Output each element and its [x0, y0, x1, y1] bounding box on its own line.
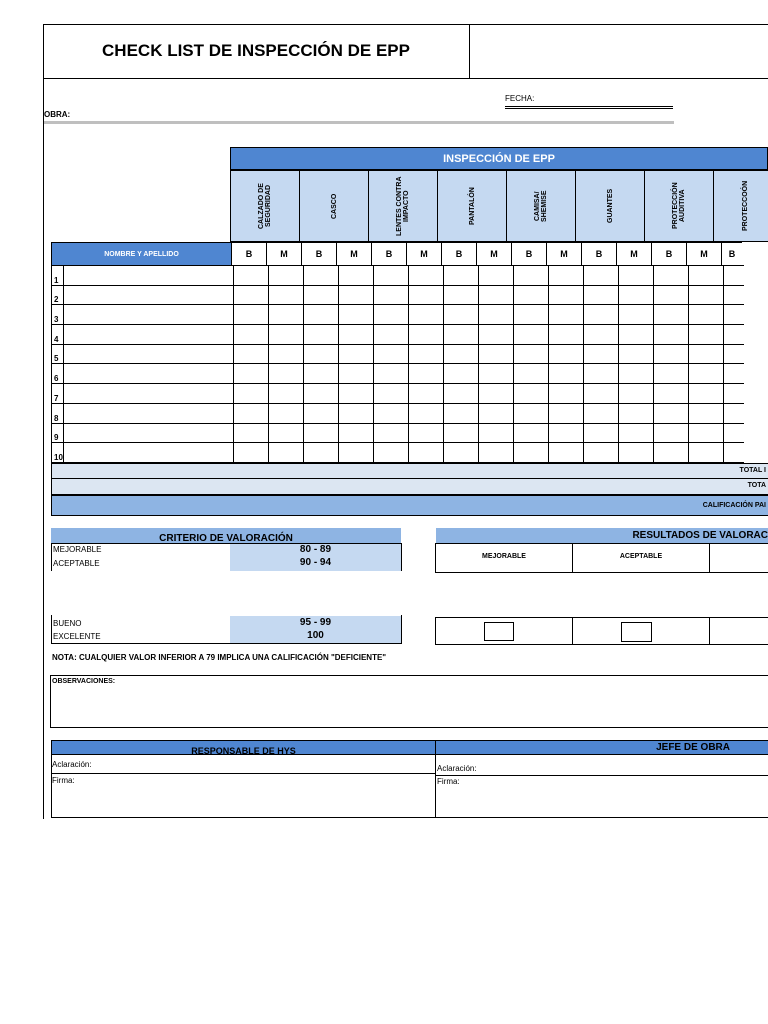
page-title: CHECK LIST DE INSPECCIÓN DE EPP	[102, 41, 410, 60]
check-cell[interactable]	[514, 364, 549, 384]
row-number-cell[interactable]	[52, 305, 234, 325]
row-number-cell[interactable]	[52, 423, 234, 443]
responsable-header: RESPONSABLE DE HYS	[51, 740, 436, 755]
table-row	[52, 364, 745, 384]
check-cell[interactable]	[374, 305, 409, 325]
check-cell[interactable]	[269, 325, 304, 345]
check-cell[interactable]	[584, 403, 619, 423]
check-cell[interactable]	[724, 364, 745, 384]
check-cell[interactable]	[654, 344, 689, 364]
check-cell[interactable]	[514, 305, 549, 325]
table-row	[52, 443, 745, 463]
check-cell[interactable]	[654, 305, 689, 325]
check-cell[interactable]	[269, 443, 304, 463]
bm-cell: M	[547, 243, 582, 266]
resultados-mejorable: MEJORABLE	[482, 553, 526, 560]
check-cell[interactable]	[339, 423, 374, 443]
responsable-aclaracion-field[interactable]	[51, 773, 436, 774]
check-cell[interactable]	[724, 266, 745, 286]
check-cell[interactable]	[234, 325, 269, 345]
title-right-box	[470, 24, 768, 79]
bm-cell: M	[477, 243, 512, 266]
row-number-cell[interactable]	[52, 325, 234, 345]
bm-cell: M	[267, 243, 302, 266]
bm-cell: B	[302, 243, 337, 266]
bm-cell: B	[582, 243, 617, 266]
check-cell[interactable]	[689, 325, 724, 345]
check-cell[interactable]	[339, 403, 374, 423]
check-cell[interactable]	[689, 266, 724, 286]
row-number-cell[interactable]	[52, 285, 234, 305]
check-cell[interactable]	[234, 266, 269, 286]
check-cell[interactable]	[514, 344, 549, 364]
check-cell[interactable]	[584, 344, 619, 364]
table-row	[52, 266, 745, 286]
check-cell[interactable]	[374, 423, 409, 443]
check-cell[interactable]	[304, 384, 339, 404]
table-row	[52, 384, 745, 404]
check-cell[interactable]	[234, 285, 269, 305]
check-cell[interactable]	[689, 403, 724, 423]
check-cell[interactable]	[374, 384, 409, 404]
check-cell[interactable]	[619, 443, 654, 463]
criterio-header: CRITERIO DE VALORACIÓN	[51, 528, 401, 543]
epp-col-calzado: CALZADO DE SEGURIDAD	[231, 171, 300, 242]
check-cell[interactable]	[269, 423, 304, 443]
row-number: 9	[54, 433, 59, 443]
check-cell[interactable]	[584, 364, 619, 384]
check-cell[interactable]	[689, 423, 724, 443]
check-cell[interactable]	[339, 285, 374, 305]
check-cell[interactable]	[304, 305, 339, 325]
check-cell[interactable]	[549, 305, 584, 325]
fecha-field[interactable]	[505, 106, 673, 109]
check-cell[interactable]	[584, 384, 619, 404]
bm-cell: B	[442, 243, 477, 266]
row-number-cell[interactable]	[52, 443, 234, 463]
bm-cell: M	[337, 243, 372, 266]
check-cell[interactable]	[654, 384, 689, 404]
bm-row	[51, 242, 742, 266]
check-cell[interactable]	[584, 266, 619, 286]
check-cell[interactable]	[724, 443, 745, 463]
check-cell[interactable]	[409, 384, 444, 404]
row-number: 1	[54, 275, 59, 285]
check-cell[interactable]	[339, 325, 374, 345]
check-cell[interactable]	[444, 364, 479, 384]
table-row	[52, 325, 745, 345]
check-cell[interactable]	[234, 384, 269, 404]
obra-label: OBRA:	[44, 110, 71, 119]
check-cell[interactable]	[304, 344, 339, 364]
check-cell[interactable]	[409, 443, 444, 463]
resultados-divider-2	[709, 543, 710, 573]
check-cell[interactable]	[549, 443, 584, 463]
check-cell[interactable]	[339, 344, 374, 364]
check-cell[interactable]	[409, 344, 444, 364]
epp-col-camisa: CAMISA/ SHEMISE	[507, 171, 576, 242]
check-cell[interactable]	[409, 266, 444, 286]
table-row	[52, 423, 745, 443]
check-cell[interactable]	[724, 325, 745, 345]
total-row-1: TOTAL I	[51, 463, 768, 479]
check-cell[interactable]	[584, 443, 619, 463]
check-cell[interactable]	[444, 423, 479, 443]
check-cell[interactable]	[654, 443, 689, 463]
table-row	[52, 344, 745, 364]
check-cell[interactable]	[374, 344, 409, 364]
epp-col-auditiva: PROTECCIÓN AUDITIVA	[645, 171, 714, 242]
check-cell[interactable]	[444, 384, 479, 404]
row-number-cell[interactable]	[52, 266, 234, 286]
check-cell[interactable]	[619, 285, 654, 305]
check-cell[interactable]	[689, 305, 724, 325]
check-cell[interactable]	[444, 305, 479, 325]
check-cell[interactable]	[409, 325, 444, 345]
resultados-header: RESULTADOS DE VALORAC	[436, 528, 768, 543]
table-row	[52, 403, 745, 423]
check-cell[interactable]	[409, 305, 444, 325]
check-cell[interactable]	[479, 403, 514, 423]
criterio-range-mejorable: 80 - 89	[299, 544, 332, 555]
check-cell[interactable]	[479, 285, 514, 305]
total-row-2: TOTA	[51, 479, 768, 495]
jefe-aclaracion-label: Aclaración:	[437, 764, 477, 773]
check-cell[interactable]	[444, 403, 479, 423]
check-cell[interactable]	[234, 423, 269, 443]
inspection-grid	[51, 265, 744, 463]
aceptable-checkbox[interactable]	[621, 622, 652, 642]
check-cell[interactable]	[304, 403, 339, 423]
check-cell[interactable]	[724, 285, 745, 305]
check-cell[interactable]	[549, 403, 584, 423]
check-cell[interactable]	[549, 325, 584, 345]
check-cell[interactable]	[304, 364, 339, 384]
check-cell[interactable]	[724, 423, 745, 443]
row-number: 8	[54, 413, 59, 423]
check-cell[interactable]	[234, 403, 269, 423]
check-cell[interactable]	[269, 364, 304, 384]
check-cell[interactable]	[619, 266, 654, 286]
check-cell[interactable]	[339, 305, 374, 325]
jefe-aclaracion-field[interactable]	[435, 775, 768, 776]
check-cell[interactable]	[304, 423, 339, 443]
criterio-range-aceptable: 90 - 94	[299, 557, 332, 568]
resultados-divider-3	[572, 617, 573, 645]
check-cell[interactable]	[409, 423, 444, 443]
check-cell[interactable]	[584, 285, 619, 305]
check-cell[interactable]	[654, 364, 689, 384]
check-cell[interactable]	[339, 364, 374, 384]
check-cell[interactable]	[549, 364, 584, 384]
row-number: 6	[54, 374, 59, 384]
check-cell[interactable]	[269, 305, 304, 325]
check-cell[interactable]	[724, 305, 745, 325]
bm-cell: M	[407, 243, 442, 266]
nota-text: NOTA: CUALQUIER VALOR INFERIOR A 79 IMPLICA UNA CALIFICACIÓN "DEFICIENTE"	[52, 653, 387, 662]
check-cell[interactable]	[234, 305, 269, 325]
bm-cell: B	[722, 243, 743, 266]
check-cell[interactable]	[689, 285, 724, 305]
responsable-aclaracion-label: Aclaración:	[52, 760, 92, 769]
check-cell[interactable]	[479, 364, 514, 384]
check-cell[interactable]	[514, 325, 549, 345]
check-cell[interactable]	[269, 344, 304, 364]
epp-col-guantes: GUANTES	[576, 171, 645, 242]
check-cell[interactable]	[654, 403, 689, 423]
epp-col-lentes: LENTES CONTRA IMPACTO	[369, 171, 438, 242]
row-number-cell[interactable]	[52, 384, 234, 404]
check-cell[interactable]	[479, 266, 514, 286]
check-cell[interactable]	[619, 305, 654, 325]
observaciones-label: OBSERVACIONES:	[52, 678, 116, 685]
epp-col-proteccion: PROTECCOÓN	[714, 171, 768, 242]
bm-cell: B	[512, 243, 547, 266]
check-cell[interactable]	[619, 364, 654, 384]
criterio-range-bueno: 95 - 99	[299, 617, 332, 628]
check-cell[interactable]	[374, 364, 409, 384]
check-cell[interactable]	[514, 443, 549, 463]
check-cell[interactable]	[619, 423, 654, 443]
criterio-label-aceptable: ACEPTABLE	[53, 559, 100, 568]
bm-cell: M	[687, 243, 722, 266]
row-number: 3	[54, 315, 59, 325]
check-cell[interactable]	[269, 403, 304, 423]
check-cell[interactable]	[654, 325, 689, 345]
calificacion-row: CALIFICACIÓN PAI	[51, 495, 768, 516]
check-cell[interactable]	[444, 344, 479, 364]
row-number: 4	[54, 334, 59, 344]
check-cell[interactable]	[619, 384, 654, 404]
check-cell[interactable]	[479, 384, 514, 404]
row-number-cell[interactable]	[52, 403, 234, 423]
check-cell[interactable]	[339, 443, 374, 463]
check-cell[interactable]	[654, 266, 689, 286]
inspection-header: INSPECCIÓN DE EPP	[230, 147, 768, 170]
check-cell[interactable]	[444, 443, 479, 463]
row-number-cell[interactable]	[52, 364, 234, 384]
responsable-firma-label: Firma:	[52, 776, 75, 785]
check-cell[interactable]	[514, 285, 549, 305]
row-number: 5	[54, 354, 59, 364]
check-cell[interactable]	[479, 423, 514, 443]
check-cell[interactable]	[269, 384, 304, 404]
criterio-range-excelente: 100	[307, 630, 324, 641]
check-cell[interactable]	[549, 344, 584, 364]
left-border	[43, 24, 44, 819]
row-number: 7	[54, 393, 59, 403]
check-cell[interactable]	[549, 423, 584, 443]
check-cell[interactable]	[689, 344, 724, 364]
row-number: 10	[54, 452, 63, 462]
jefe-header: JEFE DE OBRA	[436, 740, 768, 755]
resultados-aceptable: ACEPTABLE	[619, 553, 663, 560]
jefe-firma-label: Firma:	[437, 777, 460, 786]
check-cell[interactable]	[479, 344, 514, 364]
check-cell[interactable]	[514, 384, 549, 404]
name-header: NOMBRE Y APELLIDO	[52, 243, 232, 266]
resultados-divider-4	[709, 617, 710, 645]
check-cell[interactable]	[444, 266, 479, 286]
check-cell[interactable]	[584, 305, 619, 325]
check-cell[interactable]	[549, 285, 584, 305]
jefe-box	[435, 755, 768, 818]
check-cell[interactable]	[549, 384, 584, 404]
check-cell[interactable]	[689, 443, 724, 463]
check-cell[interactable]	[304, 285, 339, 305]
epp-col-pantalon: PANTALÓN	[438, 171, 507, 242]
title-box	[43, 24, 470, 79]
check-cell[interactable]	[234, 364, 269, 384]
bm-cell: B	[652, 243, 687, 266]
criterio-label-excelente: EXCELENTE	[53, 632, 101, 641]
check-cell[interactable]	[549, 266, 584, 286]
check-cell[interactable]	[374, 403, 409, 423]
epp-col-casco: CASCO	[300, 171, 369, 242]
check-cell[interactable]	[724, 384, 745, 404]
check-cell[interactable]	[374, 266, 409, 286]
check-cell[interactable]	[234, 344, 269, 364]
check-cell[interactable]	[374, 325, 409, 345]
bm-cell: B	[372, 243, 407, 266]
check-cell[interactable]	[409, 364, 444, 384]
check-cell[interactable]	[619, 403, 654, 423]
check-cell[interactable]	[339, 384, 374, 404]
check-cell[interactable]	[479, 443, 514, 463]
obra-field[interactable]	[44, 121, 674, 124]
responsable-box	[51, 755, 436, 818]
check-cell[interactable]	[444, 285, 479, 305]
check-cell[interactable]	[269, 285, 304, 305]
check-cell[interactable]	[514, 423, 549, 443]
check-cell[interactable]	[724, 344, 745, 364]
criterio-label-bueno: BUENO	[53, 619, 82, 628]
check-cell[interactable]	[619, 344, 654, 364]
check-cell[interactable]	[584, 423, 619, 443]
check-cell[interactable]	[304, 266, 339, 286]
check-cell[interactable]	[479, 325, 514, 345]
check-cell[interactable]	[689, 364, 724, 384]
check-cell[interactable]	[619, 325, 654, 345]
check-cell[interactable]	[374, 443, 409, 463]
check-cell[interactable]	[409, 403, 444, 423]
check-cell[interactable]	[689, 384, 724, 404]
bm-cell: B	[232, 243, 267, 266]
check-cell[interactable]	[479, 305, 514, 325]
check-cell[interactable]	[724, 403, 745, 423]
epp-header-row	[230, 170, 768, 242]
table-row	[52, 305, 745, 325]
check-cell[interactable]	[654, 285, 689, 305]
check-cell[interactable]	[409, 285, 444, 305]
check-cell[interactable]	[654, 423, 689, 443]
check-cell[interactable]	[339, 266, 374, 286]
check-cell[interactable]	[374, 285, 409, 305]
bm-cell: M	[617, 243, 652, 266]
check-cell[interactable]	[444, 325, 479, 345]
fecha-label: FECHA:	[505, 94, 535, 103]
check-cell[interactable]	[304, 443, 339, 463]
check-cell[interactable]	[269, 266, 304, 286]
check-cell[interactable]	[584, 325, 619, 345]
check-cell[interactable]	[304, 325, 339, 345]
row-number-divider	[63, 265, 64, 463]
row-number-cell[interactable]	[52, 344, 234, 364]
mejorable-checkbox[interactable]	[484, 622, 514, 641]
table-row	[52, 285, 745, 305]
criterio-label-mejorable: MEJORABLE	[53, 545, 102, 554]
row-number: 2	[54, 295, 59, 305]
check-cell[interactable]	[514, 266, 549, 286]
check-cell[interactable]	[234, 443, 269, 463]
observaciones-box[interactable]	[50, 675, 768, 728]
check-cell[interactable]	[514, 403, 549, 423]
